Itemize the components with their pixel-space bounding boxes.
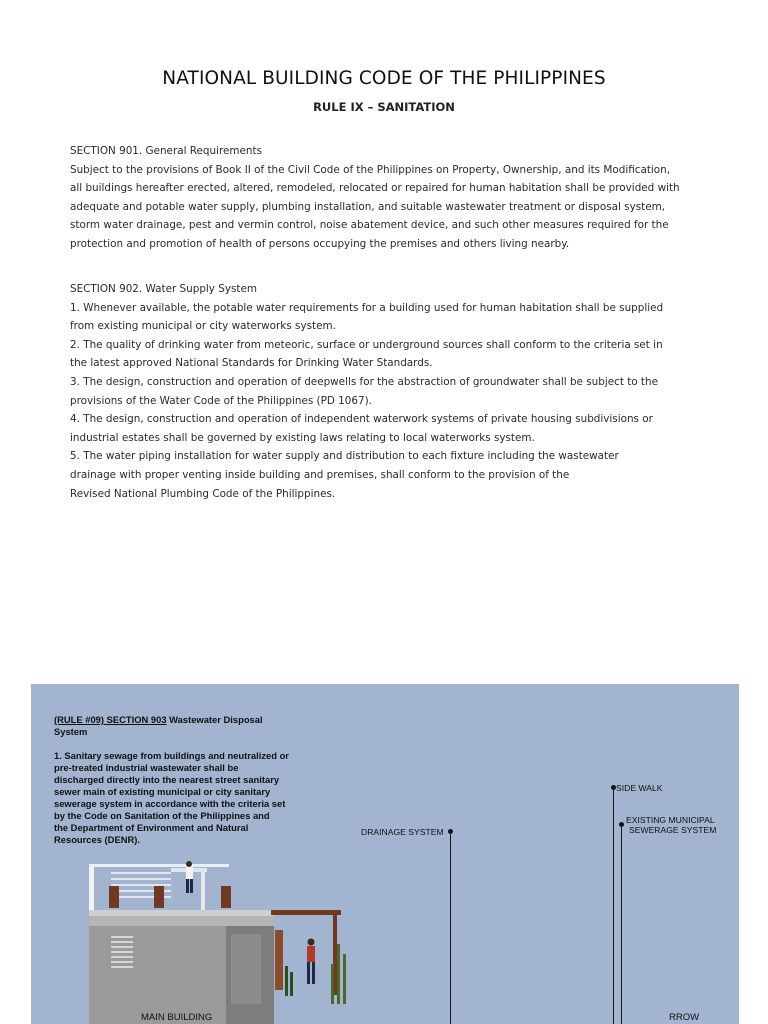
figure-line: pre-treated industrial wastewater shall be [54,762,239,773]
municipal-label-line2: SEWERAGE SYSTEM [629,825,717,835]
text-line: 2. The quality of drinking water from meteoric, surface or underground sources shall conform to the criteria set in [70,338,663,351]
section-heading: SECTION 901. General Requirements [70,145,263,157]
drainage-system-label: DRAINAGE SYSTEM [361,827,444,837]
text-line: 4. The design, construction and operation of independent waterwork systems of private housing subdivisions or [70,413,653,426]
sidewalk-label: SIDE WALK [616,783,663,793]
text-line: protection and promotion of health of persons occupying the premises and others living nearby. [70,237,570,250]
text-line: from existing municipal or city waterworks system. [70,320,336,333]
figure-line: Resources (DENR). [54,834,140,845]
figure-heading-rest: Wastewater Disposal [166,714,263,725]
rule-title: RULE IX – SANITATION [313,100,455,114]
figure-heading-line2: System [54,726,88,737]
figure-heading-underlined: (RULE #09) SECTION 903 [54,714,167,725]
sidewalk-leader-line [613,788,614,1024]
municipal-leader-line [621,825,622,1024]
text-line: storm water drainage, pest and vermin control, noise abatement device, and such other measures required for the [70,219,669,232]
text-line: the latest approved National Standards for Drinking Water Standards. [70,357,433,370]
text-line: drainage with proper venting inside building and premises, shall conform to the provision of the [70,468,570,481]
text-line: industrial estates shall be governed by existing laws relating to local waterworks system. [70,431,535,444]
text-line: provisions of the Water Code of the Philippines (PD 1067). [70,394,372,407]
figure-line: by the Code on Sanitation of the Philippines and [54,810,270,821]
text-line: adequate and potable water supply, plumbing installation, and suitable wastewater treatment or disposal system, [70,200,666,213]
figure-line: sewerage system in accordance with the criteria set [54,798,286,809]
text-line: Subject to the provisions of Book II of the Civil Code of the Philippines on Property, Ownership, and its Modification, [70,163,671,176]
section-902 [70,280,710,503]
text-line: all buildings hereafter erected, altered, remodeled, relocated or repaired for human habitation shall be provided with [70,182,680,195]
wastewater-diagram-figure [31,684,739,1024]
document-title: NATIONAL BUILDING CODE OF THE PHILIPPINES [162,68,606,89]
figure-line: 1. Sanitary sewage from buildings and neutralized or [54,750,289,761]
text-line: 1. Whenever available, the potable water requirements for a building used for human habitation shall be supplied [70,301,664,314]
section-heading: SECTION 902. Water Supply System [70,283,257,295]
figure-line: sewer main of existing municipal or city sanitary [54,786,271,797]
figure-body [54,750,334,846]
figure-caption [54,714,334,846]
building-illustration [71,854,371,1024]
municipal-label-line1: EXISTING MUNICIPAL [626,815,715,825]
rrow-label: RROW [669,1012,700,1023]
text-line: 5. The water piping installation for water supply and distribution to each fixture including the wastewater [70,450,619,463]
text-line: 3. The design, construction and operation of deepwells for the abstraction of groundwater shall be subject to the [70,375,658,388]
figure-line: the Department of Environment and Natural [54,822,249,833]
figure-line: discharged directly into the nearest street sanitary [54,774,280,785]
text-line: Revised National Plumbing Code of the Philippines. [70,487,336,500]
section-901 [70,142,710,254]
main-building-label: MAIN BUILDING [141,1012,213,1023]
drainage-leader-line [450,832,451,1024]
